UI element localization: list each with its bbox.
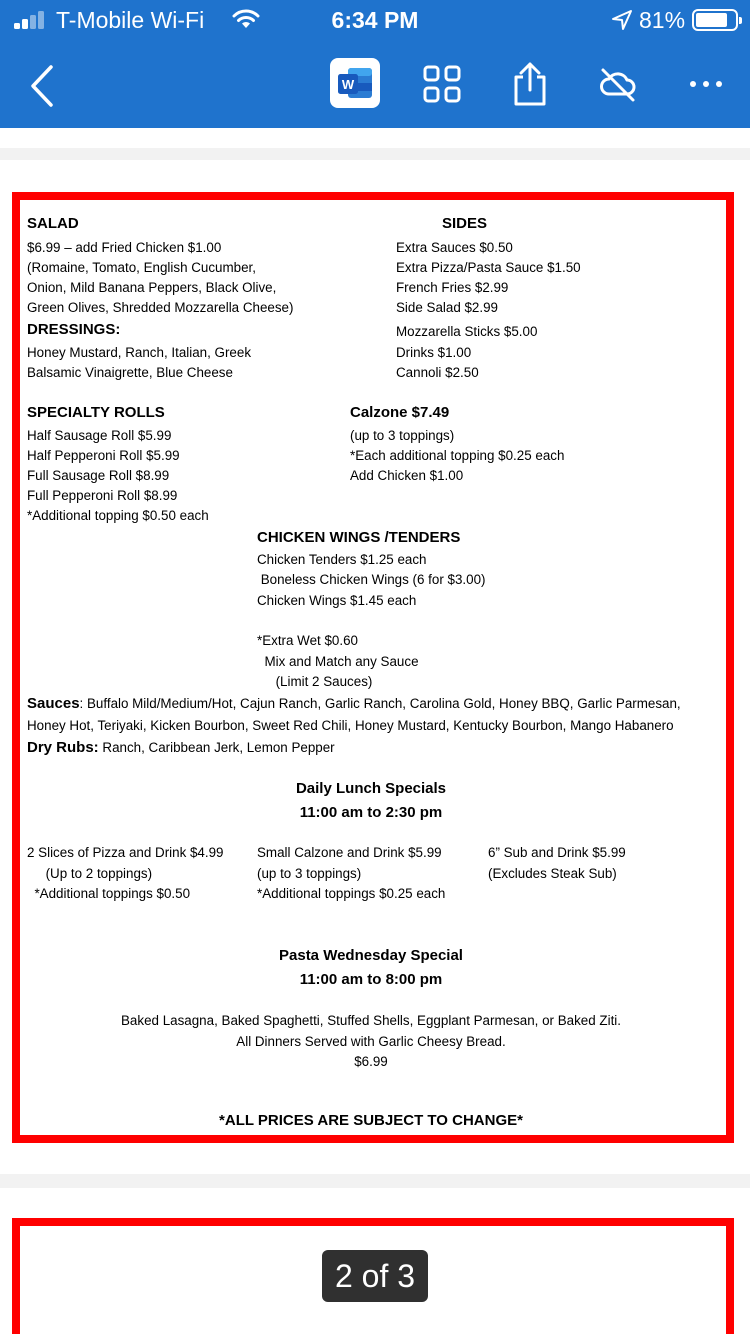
battery-icon xyxy=(692,9,738,31)
red-border-frame xyxy=(12,192,734,1143)
word-icon xyxy=(336,64,374,102)
calzone-line: *Each additional topping $0.25 each xyxy=(350,448,565,463)
lunch-special-line: (Excludes Steak Sub) xyxy=(488,866,617,881)
specialty-rolls-line: Half Sausage Roll $5.99 xyxy=(27,428,172,443)
sides-line: French Fries $2.99 xyxy=(396,280,509,295)
dry-rubs-text: Ranch, Caribbean Jerk, Lemon Pepper xyxy=(98,740,335,755)
share-button[interactable] xyxy=(506,58,554,110)
clock: 6:34 PM xyxy=(331,7,419,33)
toolbar xyxy=(0,42,750,128)
salad-line: Green Olives, Shredded Mozzarella Cheese) xyxy=(27,300,294,315)
grid-view-button[interactable] xyxy=(418,60,466,108)
offline-cloud-button[interactable] xyxy=(594,60,642,108)
sauces-text: : Buffalo Mild/Medium/Hot, Cajun Ranch, Garlic Ranch, Carolina Gold, Honey BBQ, Garlic Parmesan, xyxy=(79,696,681,711)
more-icon xyxy=(686,78,726,90)
pasta-title: Pasta Wednesday Special xyxy=(279,947,463,964)
word-icon-label: W xyxy=(341,77,355,92)
open-in-word-button[interactable] xyxy=(330,58,380,108)
location-arrow-icon xyxy=(611,9,633,31)
lunch-title: Daily Lunch Specials xyxy=(295,780,447,797)
pasta-line: All Dinners Served with Garlic Cheesy Bread. xyxy=(236,1034,506,1049)
specialty-rolls-line: *Additional topping $0.50 each xyxy=(27,508,209,523)
sauces-line: Honey Hot, Teriyaki, Kicken Bourbon, Sweet Red Chili, Honey Mustard, Kentucky Bourbon, Mango Habanero xyxy=(27,718,674,733)
page-indicator: 2 of 3 xyxy=(322,1250,428,1302)
sides-line: Drinks $1.00 xyxy=(396,345,472,360)
wings-line: Chicken Wings $1.45 each xyxy=(257,593,417,608)
sides-line: Extra Sauces $0.50 xyxy=(396,240,513,255)
wings-heading: CHICKEN WINGS /TENDERS xyxy=(257,529,461,546)
dressings-line: Balsamic Vinaigrette, Blue Cheese xyxy=(27,365,233,380)
wings-line: (Limit 2 Sauces) xyxy=(257,674,373,689)
wings-line: Boneless Chicken Wings (6 for $3.00) xyxy=(257,572,486,587)
salad-line: Onion, Mild Banana Peppers, Black Olive, xyxy=(27,280,277,295)
document-page[interactable] xyxy=(0,160,750,1174)
pasta-line: Baked Lasagna, Baked Spaghetti, Stuffed Shells, Eggplant Parmesan, or Baked Ziti. xyxy=(121,1013,621,1028)
specialty-rolls-line: Full Pepperoni Roll $8.99 xyxy=(27,488,178,503)
lunch-special-line: (up to 3 toppings) xyxy=(257,866,362,881)
sides-line: Extra Pizza/Pasta Sauce $1.50 xyxy=(396,260,581,275)
lunch-special-line: (Up to 2 toppings) xyxy=(27,866,153,881)
share-icon xyxy=(510,61,550,107)
more-button[interactable] xyxy=(682,60,730,108)
lunch-special-line: 2 Slices of Pizza and Drink $4.99 xyxy=(27,845,224,860)
salad-heading: SALAD xyxy=(27,215,79,232)
lunch-special-line: *Additional toppings $0.25 each xyxy=(257,886,446,901)
specialty-rolls-line: Half Pepperoni Roll $5.99 xyxy=(27,448,180,463)
battery-percent: 81% xyxy=(639,7,686,33)
grid-icon xyxy=(422,64,462,104)
wings-line: Mix and Match any Sauce xyxy=(257,654,419,669)
specialty-rolls-heading: SPECIALTY ROLLS xyxy=(27,404,165,421)
price-disclaimer: *ALL PRICES ARE SUBJECT TO CHANGE* xyxy=(219,1112,523,1129)
lunch-special-line: 6” Sub and Drink $5.99 xyxy=(488,845,626,860)
sauces-label: Sauces xyxy=(27,695,80,712)
sauces-line xyxy=(27,694,681,714)
dry-rubs-label: Dry Rubs: xyxy=(27,739,99,756)
calzone-line: Add Chicken $1.00 xyxy=(350,468,464,483)
sides-line: Mozzarella Sticks $5.00 xyxy=(396,324,538,339)
previous-page-end xyxy=(0,128,750,148)
lunch-hours: 11:00 am to 2:30 pm xyxy=(299,804,443,821)
cloud-off-icon xyxy=(598,64,638,104)
calzone-heading: Calzone $7.49 xyxy=(350,404,450,421)
dressings-line: Honey Mustard, Ranch, Italian, Greek xyxy=(27,345,252,360)
dressings-heading: DRESSINGS: xyxy=(27,321,121,338)
lunch-special-line: *Additional toppings $0.50 xyxy=(27,886,191,901)
wings-line: Chicken Tenders $1.25 each xyxy=(257,552,427,567)
sides-line: Cannoli $2.50 xyxy=(396,365,479,380)
calzone-line: (up to 3 toppings) xyxy=(350,428,455,443)
pasta-price: $6.99 xyxy=(354,1054,388,1069)
specialty-rolls-line: Full Sausage Roll $8.99 xyxy=(27,468,170,483)
wings-line: *Extra Wet $0.60 xyxy=(257,633,358,648)
back-chevron-icon xyxy=(27,64,57,108)
pasta-hours: 11:00 am to 8:00 pm xyxy=(299,971,443,988)
sides-heading: SIDES xyxy=(442,215,488,232)
dry-rubs-line xyxy=(27,738,335,758)
salad-line: (Romaine, Tomato, English Cucumber, xyxy=(27,260,256,275)
lunch-special-line: Small Calzone and Drink $5.99 xyxy=(257,845,442,860)
back-button[interactable] xyxy=(20,64,64,108)
status-bar xyxy=(0,0,750,42)
carrier-name: T-Mobile Wi-Fi xyxy=(56,7,205,33)
menu-content xyxy=(20,200,738,1145)
salad-line: $6.99 – add Fried Chicken $1.00 xyxy=(27,240,222,255)
top-bar xyxy=(0,0,750,128)
sides-line: Side Salad $2.99 xyxy=(396,300,498,315)
